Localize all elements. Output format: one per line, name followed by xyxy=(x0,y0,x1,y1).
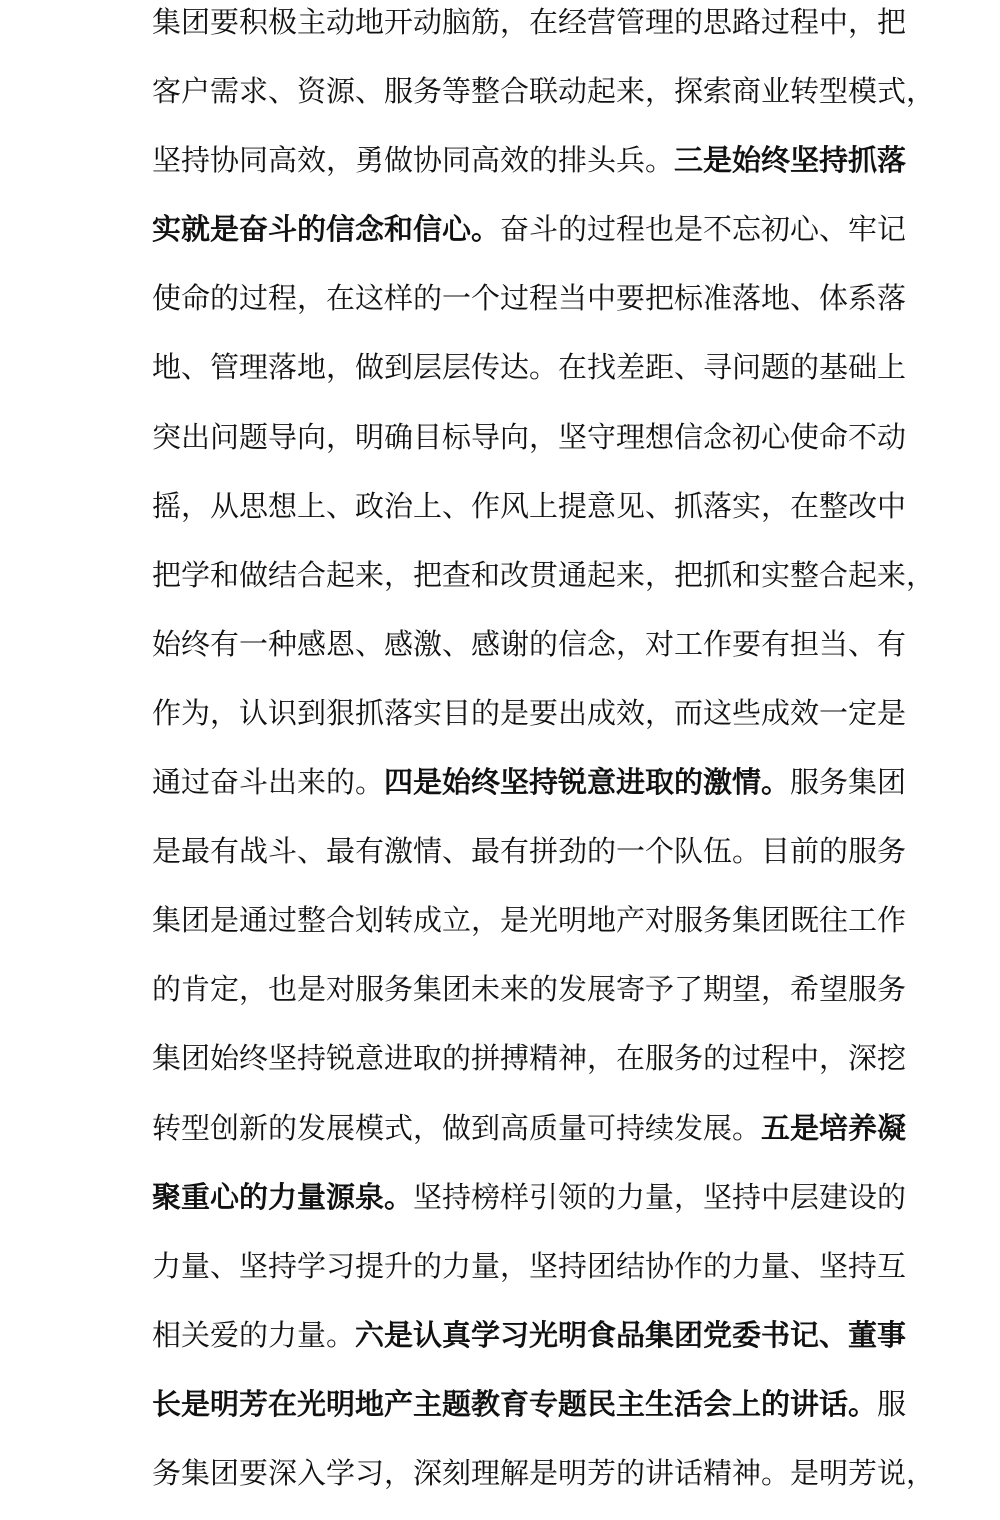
text-line xyxy=(152,1382,907,1451)
text-line xyxy=(152,1313,907,1382)
text-run: 通过奋斗出来的。 xyxy=(152,765,385,800)
text-run: 服 xyxy=(877,1386,907,1421)
text-run: 务集团要深入学习，深刻理解是明芳的讲话精神。是明芳说， xyxy=(152,1455,936,1490)
text-line xyxy=(152,829,907,898)
text-run: 集团始终坚持锐意进取的拼搏精神，在服务的过程中，深挖 xyxy=(152,1041,907,1076)
text-line xyxy=(152,0,907,69)
text-line xyxy=(152,691,907,760)
text-line xyxy=(152,207,907,276)
text-line xyxy=(152,1244,907,1313)
bold-heading-run: 六是认真学习光明食品集团党委书记、董事 xyxy=(355,1317,907,1352)
bold-heading-run: 五是培养凝 xyxy=(761,1110,907,1145)
text-run: 服务集团 xyxy=(790,765,907,800)
text-run: 突出问题导向，明确目标导向，坚守理想信念初心使命不动 xyxy=(152,419,907,454)
text-line xyxy=(152,345,907,414)
text-run: 摇，从思想上、政治上、作风上提意见、抓落实，在整改中 xyxy=(152,488,907,523)
text-line xyxy=(152,553,936,622)
text-run: 使命的过程，在这样的一个过程当中要把标准落地、体系落 xyxy=(152,281,907,316)
text-line xyxy=(152,1036,907,1105)
text-line xyxy=(152,760,907,829)
text-run: 相关爱的力量。 xyxy=(152,1317,356,1352)
text-run: 的肯定，也是对服务集团未来的发展寄予了期望，希望服务 xyxy=(152,972,907,1007)
text-line xyxy=(152,415,907,484)
text-run: 奋斗的过程也是不忘初心、牢记 xyxy=(500,212,907,247)
text-line xyxy=(152,622,907,691)
bold-heading-run: 实就是奋斗的信念和信心。 xyxy=(152,212,501,247)
bold-heading-run: 三是始终坚持抓落 xyxy=(674,143,907,178)
text-run: 客户需求、资源、服务等整合联动起来，探索商业转型模式， xyxy=(152,74,936,109)
bold-heading-run: 聚重心的力量源泉。 xyxy=(152,1179,414,1214)
bold-heading-run: 四是始终坚持锐意进取的激情。 xyxy=(384,765,791,800)
bold-heading-run: 长是明芳在光明地产主题教育专题民主生活会上的讲话。 xyxy=(152,1386,878,1421)
text-run: 坚持榜样引领的力量，坚持中层建设的 xyxy=(413,1179,907,1214)
text-run: 始终有一种感恩、感激、感谢的信念，对工作要有担当、有 xyxy=(152,626,907,661)
text-line xyxy=(152,898,907,967)
text-run: 转型创新的发展模式，做到高质量可持续发展。 xyxy=(152,1110,762,1145)
text-line xyxy=(152,967,907,1036)
document-page xyxy=(152,0,936,1520)
text-line xyxy=(152,69,936,138)
text-run: 是最有战斗、最有激情、最有拼劲的一个队伍。目前的服务 xyxy=(152,834,907,869)
text-run: 地、管理落地，做到层层传达。在找差距、寻问题的基础上 xyxy=(152,350,907,385)
text-line xyxy=(152,1106,907,1175)
text-line xyxy=(152,484,907,553)
text-line xyxy=(152,276,907,345)
text-run: 作为，认识到狠抓落实目的是要出成效，而这些成效一定是 xyxy=(152,695,907,730)
text-line xyxy=(152,1451,936,1520)
text-line xyxy=(152,138,907,207)
text-run: 集团是通过整合划转成立，是光明地产对服务集团既往工作 xyxy=(152,903,907,938)
text-run: 坚持协同高效，勇做协同高效的排头兵。 xyxy=(152,143,675,178)
text-line xyxy=(152,1175,907,1244)
text-run: 把学和做结合起来，把查和改贯通起来，把抓和实整合起来， xyxy=(152,557,936,592)
text-run: 力量、坚持学习提升的力量，坚持团结协作的力量、坚持互 xyxy=(152,1248,907,1283)
text-run: 集团要积极主动地开动脑筋，在经营管理的思路过程中，把 xyxy=(152,5,907,39)
